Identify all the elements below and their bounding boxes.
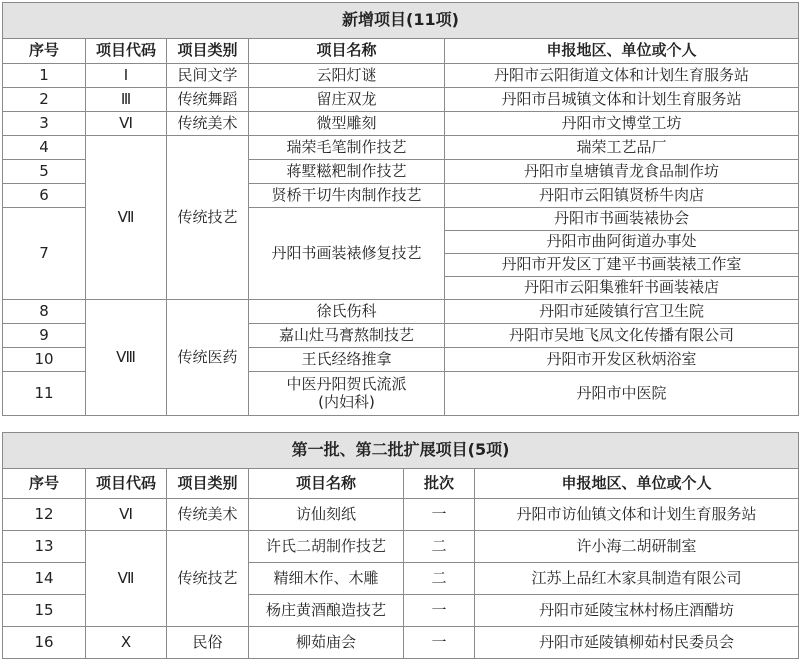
row-unit: 丹阳市延陵镇柳茹村民委员会 [475, 627, 799, 659]
row-unit: 丹阳市中医院 [445, 372, 799, 416]
row-category: 传统医药 [167, 300, 249, 416]
row-no: 13 [3, 531, 86, 563]
row-no: 3 [3, 112, 86, 136]
row-code: Ⅲ [86, 88, 167, 112]
row-category: 传统舞蹈 [167, 88, 249, 112]
row-unit: 丹阳市吴地飞凤文化传播有限公司 [445, 324, 799, 348]
row-category: 传统技艺 [167, 136, 249, 300]
row-no: 9 [3, 324, 86, 348]
row-category: 民俗 [167, 627, 249, 659]
row-name: 许氏二胡制作技艺 [249, 531, 404, 563]
row-name: 丹阳书画装裱修复技艺 [249, 208, 445, 300]
row-no: 2 [3, 88, 86, 112]
row-unit: 丹阳市延陵镇行宫卫生院 [445, 300, 799, 324]
row-code: Ⅷ [86, 300, 167, 416]
row-name: 微型雕刻 [249, 112, 445, 136]
row-name-line1: 中医丹阳贺氏流派 [286, 375, 407, 394]
new-items-table [2, 2, 799, 416]
row-category: 民间文学 [167, 64, 249, 88]
row-no: 8 [3, 300, 86, 324]
row-batch: 二 [404, 531, 475, 563]
row-category: 传统技艺 [167, 531, 249, 627]
row-batch: 二 [404, 563, 475, 595]
row-no: 1 [3, 64, 86, 88]
row-unit: 瑞荣工艺品厂 [445, 136, 799, 160]
row-no: 4 [3, 136, 86, 160]
row-name: 杨庄黄酒酿造技艺 [249, 595, 404, 627]
row-name: 访仙刻纸 [249, 499, 404, 531]
table-title: 第一批、第二批扩展项目(5项) [3, 433, 799, 469]
col-header-name: 项目名称 [249, 39, 445, 64]
row-code: Ⅶ [86, 531, 167, 627]
row-unit: 丹阳市书画装裱协会 [445, 208, 799, 231]
row-name: 蒋墅糍粑制作技艺 [249, 160, 445, 184]
table-row [3, 112, 799, 136]
col-header-code: 项目代码 [86, 39, 167, 64]
row-unit: 丹阳市文博堂工坊 [445, 112, 799, 136]
row-unit: 丹阳市云阳集雅轩书画装裱店 [445, 277, 799, 300]
col-header-unit: 申报地区、单位或个人 [475, 469, 799, 499]
row-name-line2: (内妇科) [318, 392, 375, 411]
table-row [3, 531, 799, 563]
table-row [3, 136, 799, 160]
row-name: 精细木作、木雕 [249, 563, 404, 595]
col-header-unit: 申报地区、单位或个人 [445, 39, 799, 64]
row-unit: 丹阳市吕城镇文体和计划生育服务站 [445, 88, 799, 112]
row-no: 7 [3, 208, 86, 300]
row-unit: 丹阳市开发区丁建平书画装裱工作室 [445, 254, 799, 277]
row-unit: 丹阳市访仙镇文体和计划生育服务站 [475, 499, 799, 531]
extension-items-table [2, 432, 799, 659]
row-name: 徐氏伤科 [249, 300, 445, 324]
row-code: Ⅹ [86, 627, 167, 659]
row-name: 云阳灯谜 [249, 64, 445, 88]
row-name: 贤桥干切牛肉制作技艺 [249, 184, 445, 208]
row-code: Ⅵ [86, 499, 167, 531]
row-unit: 丹阳市云阳街道文体和计划生育服务站 [445, 64, 799, 88]
row-code: Ⅵ [86, 112, 167, 136]
row-unit: 许小海二胡研制室 [475, 531, 799, 563]
row-name: 嘉山灶马膏熬制技艺 [249, 324, 445, 348]
table-row [3, 300, 799, 324]
row-name: 王氏经络推拿 [249, 348, 445, 372]
row-unit: 丹阳市开发区秋炳浴室 [445, 348, 799, 372]
col-header-no: 序号 [3, 469, 86, 499]
row-name: 柳茹庙会 [249, 627, 404, 659]
row-name: 瑞荣毛笔制作技艺 [249, 136, 445, 160]
row-no: 6 [3, 184, 86, 208]
table-row [3, 627, 799, 659]
row-no: 5 [3, 160, 86, 184]
row-category: 传统美术 [167, 112, 249, 136]
row-name [249, 372, 445, 416]
row-no: 12 [3, 499, 86, 531]
row-category: 传统美术 [167, 499, 249, 531]
row-unit: 丹阳市云阳镇贤桥牛肉店 [445, 184, 799, 208]
row-unit: 丹阳市皇塘镇青龙食品制作坊 [445, 160, 799, 184]
row-no: 10 [3, 348, 86, 372]
col-header-code: 项目代码 [86, 469, 167, 499]
col-header-name: 项目名称 [249, 469, 404, 499]
col-header-category: 项目类别 [167, 469, 249, 499]
row-name: 留庄双龙 [249, 88, 445, 112]
col-header-category: 项目类别 [167, 39, 249, 64]
row-no: 16 [3, 627, 86, 659]
row-batch: 一 [404, 627, 475, 659]
table-row [3, 499, 799, 531]
col-header-batch: 批次 [404, 469, 475, 499]
row-no: 15 [3, 595, 86, 627]
col-header-no: 序号 [3, 39, 86, 64]
row-unit: 江苏上品红木家具制造有限公司 [475, 563, 799, 595]
row-code: Ⅶ [86, 136, 167, 300]
row-batch: 一 [404, 595, 475, 627]
table-row [3, 88, 799, 112]
table-title: 新增项目(11项) [3, 3, 799, 39]
table-row [3, 64, 799, 88]
row-unit: 丹阳市曲阿街道办事处 [445, 231, 799, 254]
row-no: 14 [3, 563, 86, 595]
row-unit: 丹阳市延陵宝林村杨庄酒醋坊 [475, 595, 799, 627]
row-code: Ⅰ [86, 64, 167, 88]
row-no: 11 [3, 372, 86, 416]
row-batch: 一 [404, 499, 475, 531]
